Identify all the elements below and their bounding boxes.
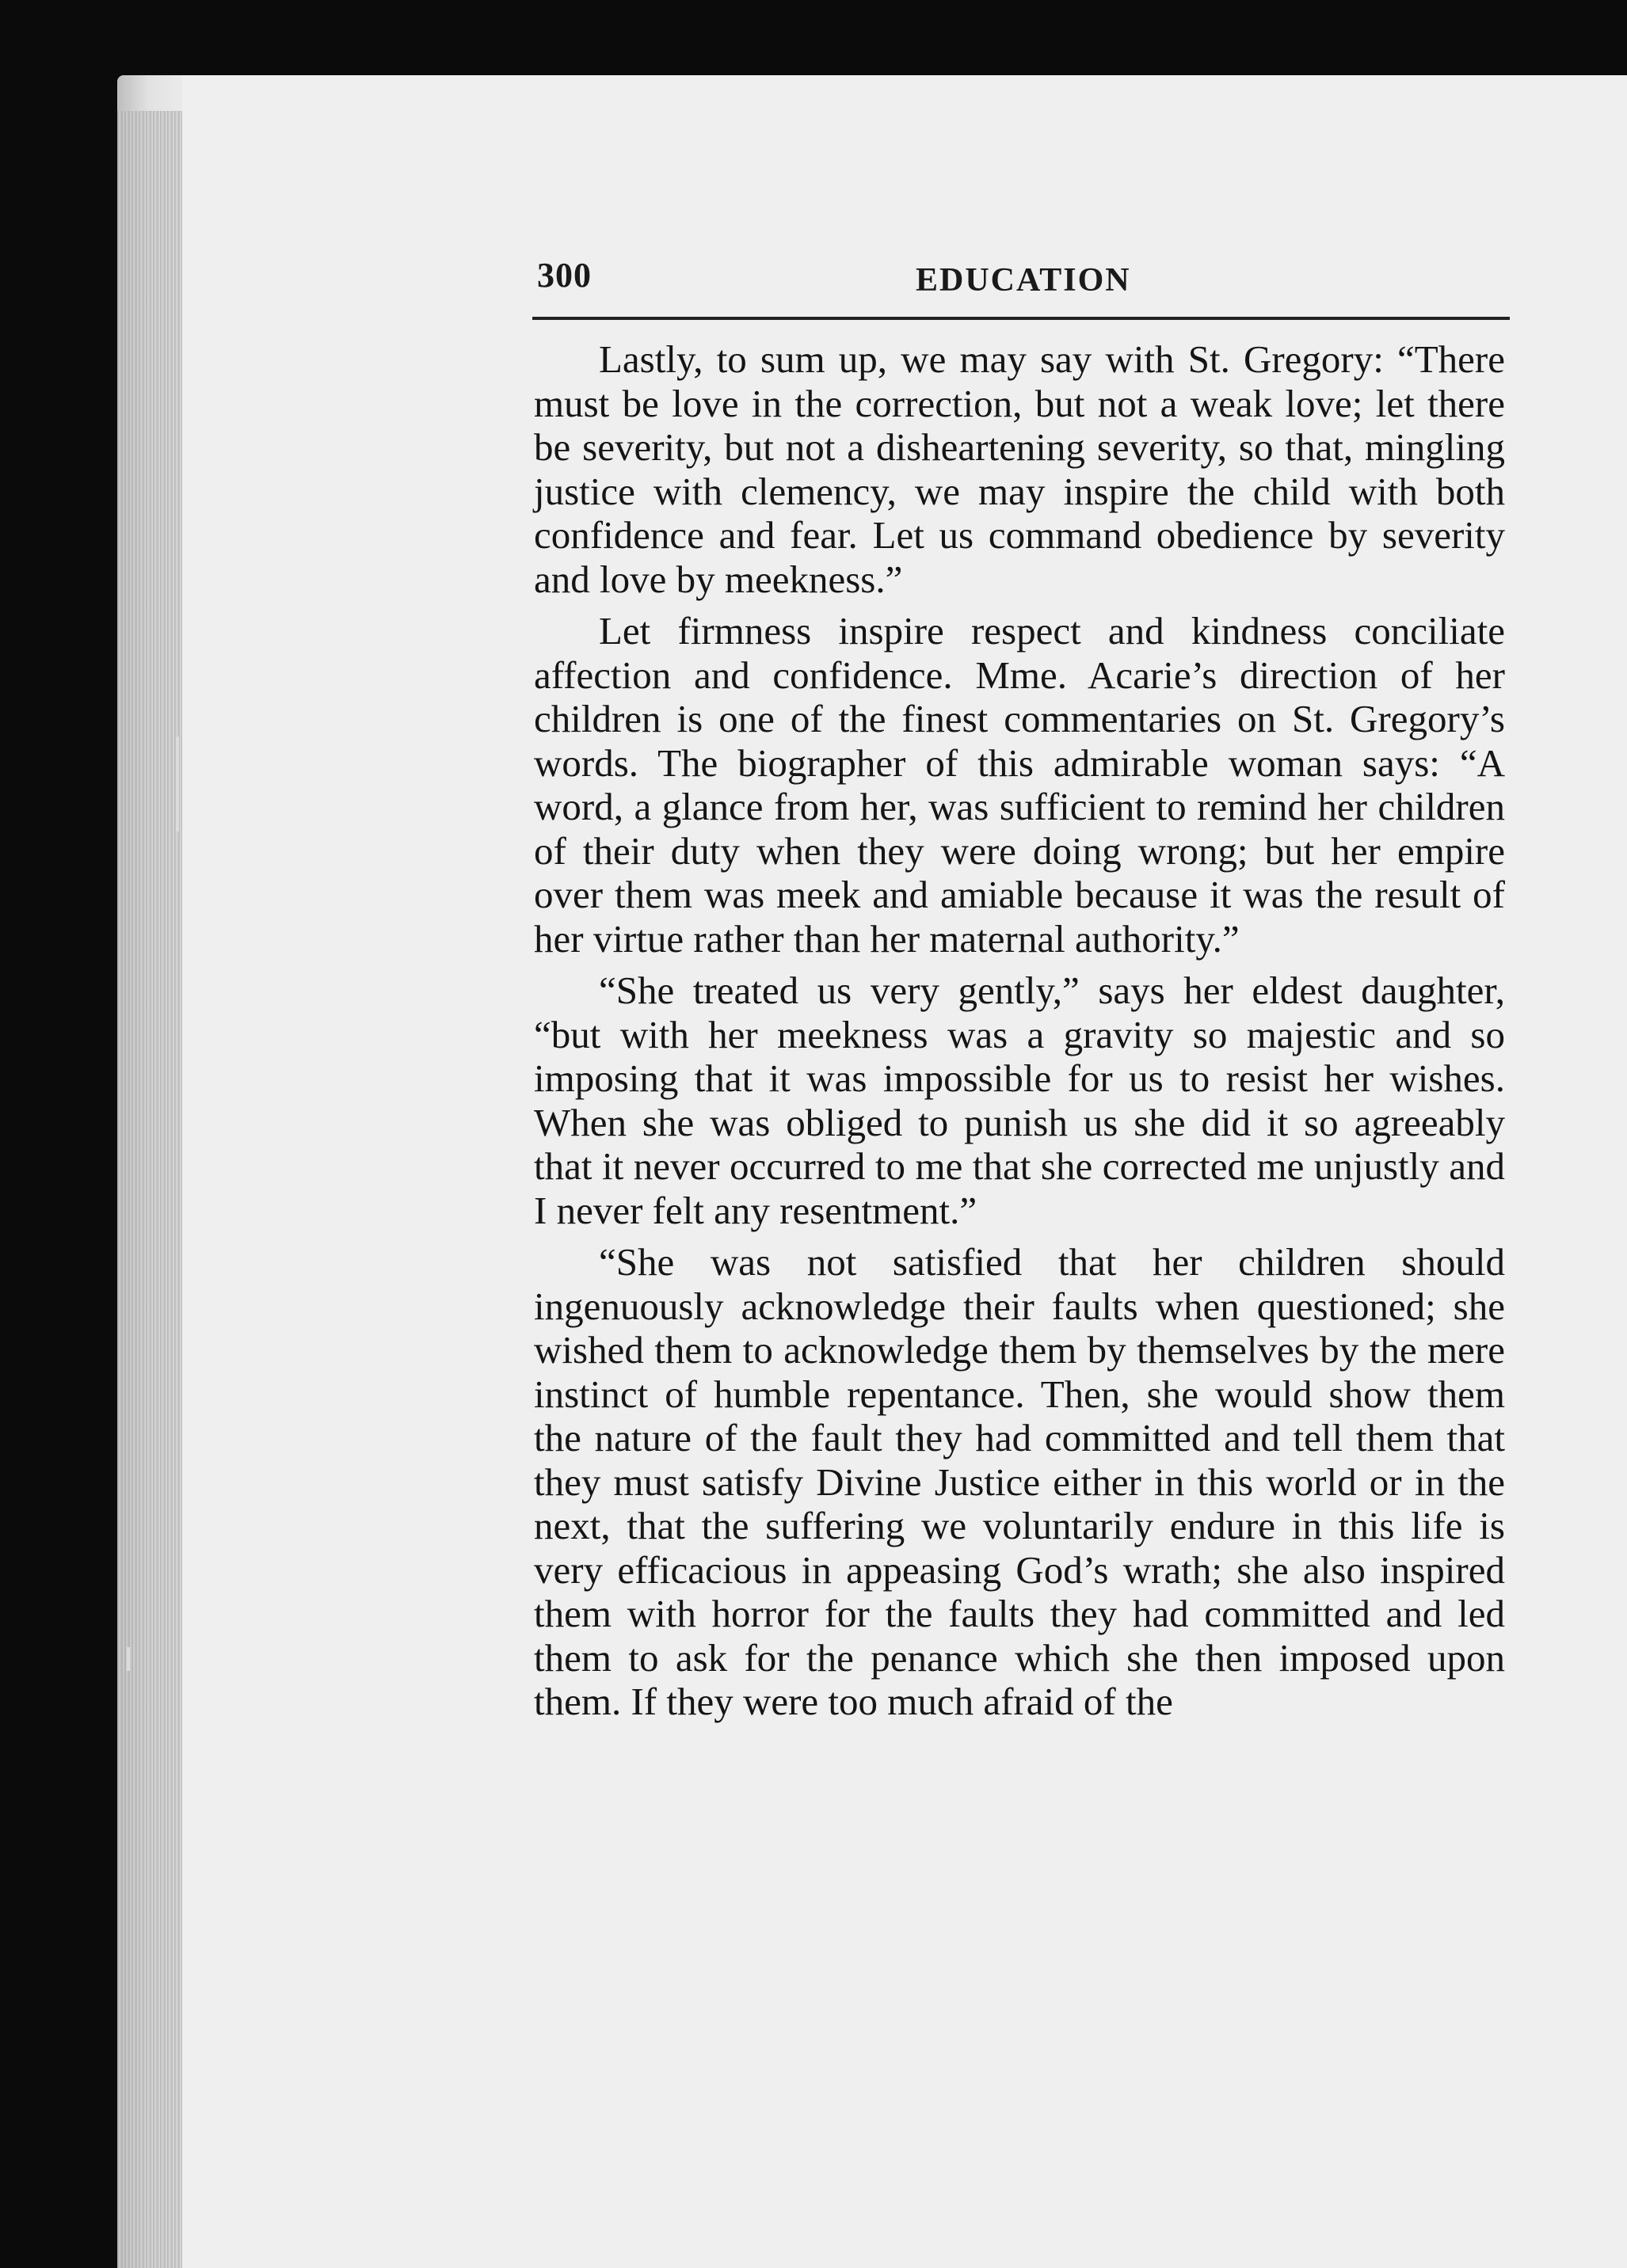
paragraph: Let firmness inspire respect and kindness conciliate affection and confidence. Mme. Acarie’s direction of her children is one of the finest commentaries on St. Gregory’s words. The biographer of this admirable woman says: “A word, a glance from her, was sufficient to remind her children of their duty when they were doing wrong; but her empire over them was meek and amiable because it was the result of her virtue rather than her maternal authority.” bbox=[534, 609, 1505, 961]
body-text bbox=[534, 337, 1505, 1732]
margin-mark bbox=[127, 1647, 130, 1671]
paragraph: “She was not satisfied that her children should ingenuously acknowledge their faults when questioned; she wished them to acknowledge them by themselves by the mere instinct of humble repentance. Then, she would show them the nature of the fault they had committed and tell them that they must satisfy Divine Justice either in this world or in the next, that the suffering we voluntarily endure in this life is very efficacious in appeasing God’s wrath; she also inspired them with horror for the faults they had committed and led them to ask for the penance which she then imposed upon them. If they were too much afraid of the bbox=[534, 1240, 1505, 1723]
page-number: 300 bbox=[537, 256, 592, 295]
paragraph: Lastly, to sum up, we may say with St. Gregory: “There must be love in the correction, but not a weak love; let there be severity, but not a disheartening severity, so that, mingling justice with clemency, we may inspire the child with both confidence and fear. Let us command obedience by severity and love by meekness.” bbox=[534, 337, 1505, 601]
page-header bbox=[537, 255, 1508, 318]
running-head: EDUCATION bbox=[916, 262, 1131, 299]
paragraph: “She treated us very gently,” says her eldest daughter, “but with her meekness was a gravity so majestic and so imposing that it was impossible for us to resist her wishes. When she was obliged to punish us she did it so agreeably that it never occurred to me that she corrected me unjustly and I never felt any resentment.” bbox=[534, 968, 1505, 1232]
margin-mark bbox=[176, 736, 179, 831]
header-rule bbox=[532, 317, 1510, 320]
